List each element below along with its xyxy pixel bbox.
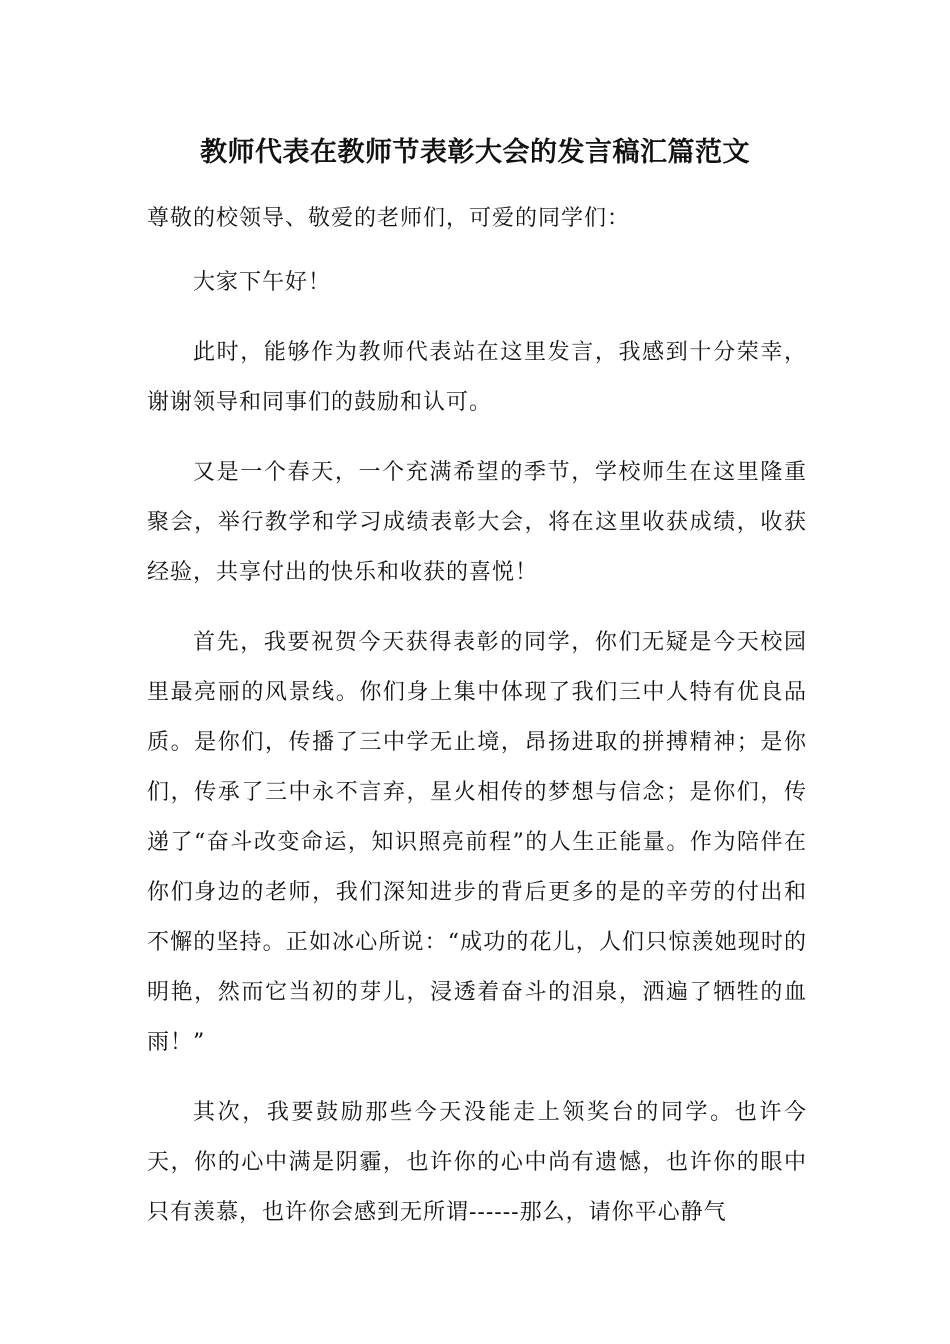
document-title: 教师代表在教师节表彰大会的发言稿汇篇范文	[200, 137, 750, 168]
paragraph-spring: 又是一个春天，一个充满希望的季节，学校师生在这里隆重聚会，举行教学和学习成绩表彰大会，将在这里收获成绩，收获经验，共享付出的快乐和收获的喜悦！	[147, 460, 807, 585]
paragraph-honor: 此时，能够作为教师代表站在这里发言，我感到十分荣幸，谢谢领导和同事们的鼓励和认可。	[147, 340, 807, 415]
paragraph-congratulate: 首先，我要祝贺今天获得表彰的同学，你们无疑是今天校园里最亮丽的风景线。你们身上集中体现了我们三中人特有优良品质。是你们，传播了三中学无止境，昂扬进取的拼搏精神；是你们，传承了三中永不言弃，星火相传的梦想与信念；是你们，传递了“奋斗改变命运，知识照亮前程”的人生正能量。作为陪伴在你们身边的老师，我们深知进步的背后更多的是的辛劳的付出和不懈的坚持。正如冰心所说：“成功的花儿，人们只惊羡她现时的明艳，然而它当初的芽儿，浸透着奋斗的泪泉，洒遍了牺牲的血雨！”	[147, 630, 807, 1055]
paragraph-greeting: 大家下午好！	[193, 270, 332, 295]
salutation: 尊敬的校领导、敬爱的老师们，可爱的同学们：	[147, 206, 631, 231]
paragraph-encourage: 其次，我要鼓励那些今天没能走上领奖台的同学。也许今天，你的心中满是阴霾，也许你的心中尚有遗憾，也许你的眼中只有羡慕，也许你会感到无所谓------那么，请你平心静气	[147, 1100, 807, 1225]
document-body	[147, 194, 807, 1258]
